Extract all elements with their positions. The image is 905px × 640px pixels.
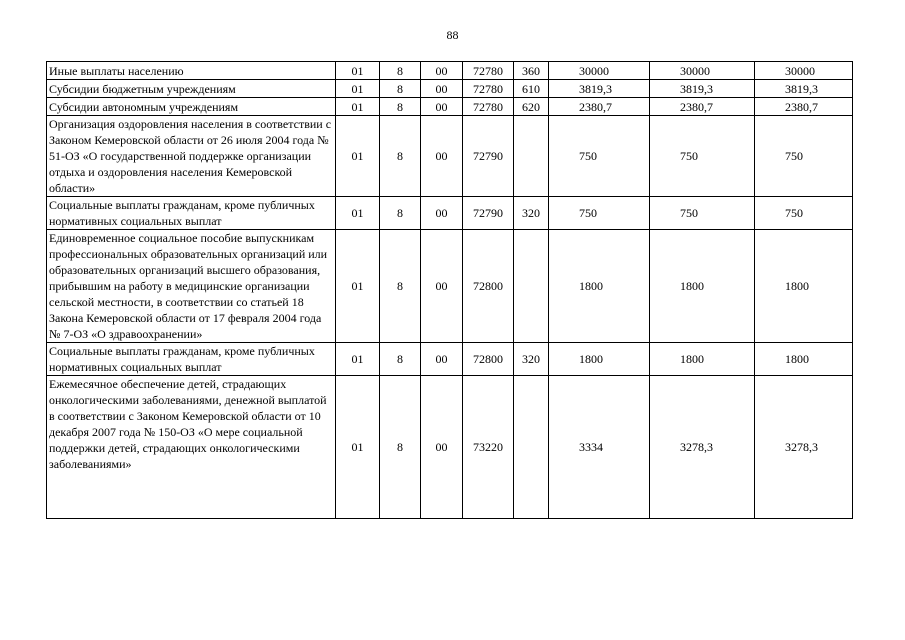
- row-name: Единовременное социальное пособие выпускникам профессиональных образовательных организаций или образовательных организаций высшего образования, прибывшим на работу в медицинские организации сельской местности, в соответствии со статьей 18 Закона Кемеровской области от 17 февраля 2004 года № 7-ОЗ «О здравоохранении»: [47, 230, 336, 343]
- code-program: 8: [380, 197, 421, 230]
- code-direction: 72780: [463, 62, 514, 80]
- amount-year-3: 3819,3: [755, 80, 853, 98]
- amount-year-1: 30000: [549, 62, 650, 80]
- amount-year-3: 30000: [755, 62, 853, 80]
- amount-year-2: 1800: [650, 343, 755, 376]
- row-name: Субсидии автономным учреждениям: [47, 98, 336, 116]
- table-row: [47, 197, 853, 230]
- code-program: 8: [380, 376, 421, 519]
- row-name: Субсидии бюджетным учреждениям: [47, 80, 336, 98]
- code-expense-type: 320: [514, 343, 549, 376]
- amount-year-1: 2380,7: [549, 98, 650, 116]
- code-ministry: 01: [336, 62, 380, 80]
- amount-year-2: 2380,7: [650, 98, 755, 116]
- code-direction: 72790: [463, 116, 514, 197]
- code-expense-type: [514, 116, 549, 197]
- code-direction: 72800: [463, 343, 514, 376]
- table-row: [47, 116, 853, 197]
- code-expense-type: 320: [514, 197, 549, 230]
- amount-year-1: 3819,3: [549, 80, 650, 98]
- table-row: [47, 80, 853, 98]
- amount-year-1: 750: [549, 116, 650, 197]
- code-expense-type: 620: [514, 98, 549, 116]
- amount-year-2: 3278,3: [650, 376, 755, 519]
- amount-year-3: 750: [755, 197, 853, 230]
- table-row: [47, 98, 853, 116]
- code-expense-type: 610: [514, 80, 549, 98]
- code-program: 8: [380, 343, 421, 376]
- page-number: 88: [446, 28, 459, 42]
- code-subprogram: 00: [421, 62, 463, 80]
- row-name: Организация оздоровления населения в соответствии с Законом Кемеровской области от 26 июля 2004 года № 51-ОЗ «О государственной поддержке организации отдыха и оздоровления населения Кемеровской области»: [47, 116, 336, 197]
- amount-year-3: 3278,3: [755, 376, 853, 519]
- code-program: 8: [380, 80, 421, 98]
- code-direction: 72780: [463, 80, 514, 98]
- code-subprogram: 00: [421, 197, 463, 230]
- row-name: Ежемесячное обеспечение детей, страдающих онкологическими заболеваниями, денежной выплатой в соответствии с Законом Кемеровской области от 10 декабря 2007 года № 150-ОЗ «О мере социальной поддержки детей, страдающих онкологическими заболеваниями»: [47, 376, 336, 519]
- code-expense-type: 360: [514, 62, 549, 80]
- table-row: [47, 343, 853, 376]
- code-program: 8: [380, 62, 421, 80]
- amount-year-1: 1800: [549, 343, 650, 376]
- row-name: Социальные выплаты гражданам, кроме публичных нормативных социальных выплат: [47, 197, 336, 230]
- code-subprogram: 00: [421, 98, 463, 116]
- amount-year-1: 3334: [549, 376, 650, 519]
- table-row: [47, 376, 853, 519]
- budget-table: [46, 61, 853, 519]
- code-direction: 72780: [463, 98, 514, 116]
- amount-year-2: 1800: [650, 230, 755, 343]
- amount-year-3: 1800: [755, 343, 853, 376]
- amount-year-2: 30000: [650, 62, 755, 80]
- amount-year-3: 2380,7: [755, 98, 853, 116]
- code-subprogram: 00: [421, 343, 463, 376]
- code-ministry: 01: [336, 376, 380, 519]
- code-direction: 73220: [463, 376, 514, 519]
- amount-year-2: 750: [650, 116, 755, 197]
- code-ministry: 01: [336, 116, 380, 197]
- row-name: Социальные выплаты гражданам, кроме публичных нормативных социальных выплат: [47, 343, 336, 376]
- code-subprogram: 00: [421, 230, 463, 343]
- code-program: 8: [380, 98, 421, 116]
- table-row: [47, 230, 853, 343]
- code-ministry: 01: [336, 80, 380, 98]
- code-direction: 72800: [463, 230, 514, 343]
- code-subprogram: 00: [421, 80, 463, 98]
- code-ministry: 01: [336, 98, 380, 116]
- code-ministry: 01: [336, 343, 380, 376]
- code-ministry: 01: [336, 230, 380, 343]
- row-name: Иные выплаты населению: [47, 62, 336, 80]
- code-expense-type: [514, 376, 549, 519]
- code-program: 8: [380, 116, 421, 197]
- code-subprogram: 00: [421, 116, 463, 197]
- amount-year-3: 1800: [755, 230, 853, 343]
- amount-year-1: 1800: [549, 230, 650, 343]
- code-program: 8: [380, 230, 421, 343]
- amount-year-2: 3819,3: [650, 80, 755, 98]
- amount-year-2: 750: [650, 197, 755, 230]
- table-row: [47, 62, 853, 80]
- code-ministry: 01: [336, 197, 380, 230]
- code-subprogram: 00: [421, 376, 463, 519]
- amount-year-1: 750: [549, 197, 650, 230]
- amount-year-3: 750: [755, 116, 853, 197]
- code-direction: 72790: [463, 197, 514, 230]
- code-expense-type: [514, 230, 549, 343]
